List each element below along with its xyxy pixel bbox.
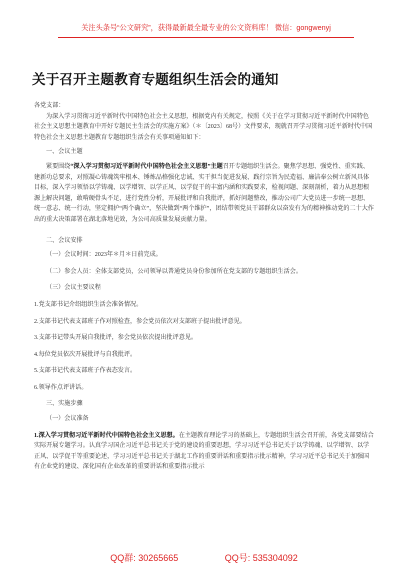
intro-paragraph: 为深入学习贯彻习近平新时代中国特色社会主义思想，根据党内有关规定，按照《关于在学习贯彻习近平新时代中国特色社会主义思想主题教育中开好专题民主生活会的实施方案》（＊〔2023〕68号）文件要求，现就召开学习贯彻习近平新时代中国特色社会主义思想主题教育专题组织生活会有关事项通知如下： — [34, 113, 373, 141]
header-banner: 关注头条号“公文研究”，获得最新最全最专业的公文资料库！ 微信：gongwenyj — [58, 20, 354, 38]
salutation: 各党支部： — [34, 103, 65, 109]
document-body — [34, 101, 374, 473]
preparation-item — [34, 431, 374, 473]
preparation-item-body: 在主题教育理论学习的基础上，专题组织生活会召开前，各党支部要结合实际开展专题学习。认真学习国企习近平总书记关于党的建设的重要思想，学习习近平总书记关于以学铸魂、以学增智、以学正风、以学促干等重要论述，学习习近平总书记关于湖北工作的重要讲话和重要指示批示精神，学习习近平总书记关于加强国有企业党的建设、深化国有企业改革的重要讲话和重要指示批示 — [34, 432, 374, 471]
preparation-heading: （一）会议准备 — [46, 416, 89, 423]
preparation-item-title: 1.深入学习贯彻习近平新时代中国特色社会主义思想。 — [34, 432, 179, 439]
agenda-step: 5.支部书记代表支部班子作表态发言。 — [34, 368, 137, 375]
section-2-heading: 二、会议安排 — [46, 237, 83, 244]
section-1-paragraph — [34, 162, 374, 226]
section-1-bold-theme: “深入学习贯彻习近平新时代中国特色社会主义思想” — [70, 163, 211, 170]
agenda-step: 2.支部书记代表支部班子作对照检查，参会党员依次对支部班子提出批评意见。 — [34, 318, 246, 325]
agenda-step: 6.领导作点评讲话。 — [34, 384, 88, 391]
agenda-step: 3.支部书记带头开展自我批评，参会党员依次提出批评意见。 — [34, 335, 198, 342]
agenda-heading: （三）会议主要议程 — [46, 285, 101, 292]
agenda-step: 4.每位党员依次开展批评与自我批评。 — [34, 351, 137, 358]
section-1-lead: 紧要围绕 — [46, 163, 71, 170]
agenda-step: 1.党支部书记介绍组织生活会准备情况。 — [34, 301, 143, 308]
section-3-heading: 三、实施步骤 — [46, 401, 83, 408]
meeting-attendees: （二）参会人员：全体支部党员，公司领导以普通党员身份参加所在党支部的专题组织生活会。 — [46, 268, 302, 275]
footer-contacts — [0, 548, 408, 568]
document-title: 关于召开主题教育专题组织生活会的通知 — [32, 72, 279, 87]
section-1-body: 召开专题组织生活会。聚焦学思想、强党性、重实践、建新功总要求，对照凝心铸魂筑牢根本、锤炼品格强化忠诚、实干担当促进发展、践行宗旨为民造福、廉洁奉公树立新风具体目标，深入学习领悟以学铸魂、以学增智、以学正风、以学促干的丰富内涵和实践要求，检视问题、深刻剖析，着力从思想根源上解决问题，敢啃硬骨头不足，进行党性分析，开展批评和自我批评，抓好问题整改，推动公司广大党员进一步统一思想、统一意志、统一行动，坚定拥护“两个确立”，坚决做到“两个维护”，团结带领党员干部群众以奋发有为的精神推动党的二十大作出的重大决策部署在湖北落地见效，为公司高质量发展贡献力量。 — [34, 163, 374, 223]
section-1-bold-suffix: 主题 — [210, 163, 223, 170]
meeting-time: （一）会议时间：2023年＊月＊日前完成。 — [46, 252, 162, 259]
section-1-heading: 一、会议主题 — [46, 149, 83, 156]
footer-qq-number: QQ号: 535304092 — [224, 553, 298, 563]
footer-qq-group: QQ群: 30265665 — [110, 553, 179, 563]
